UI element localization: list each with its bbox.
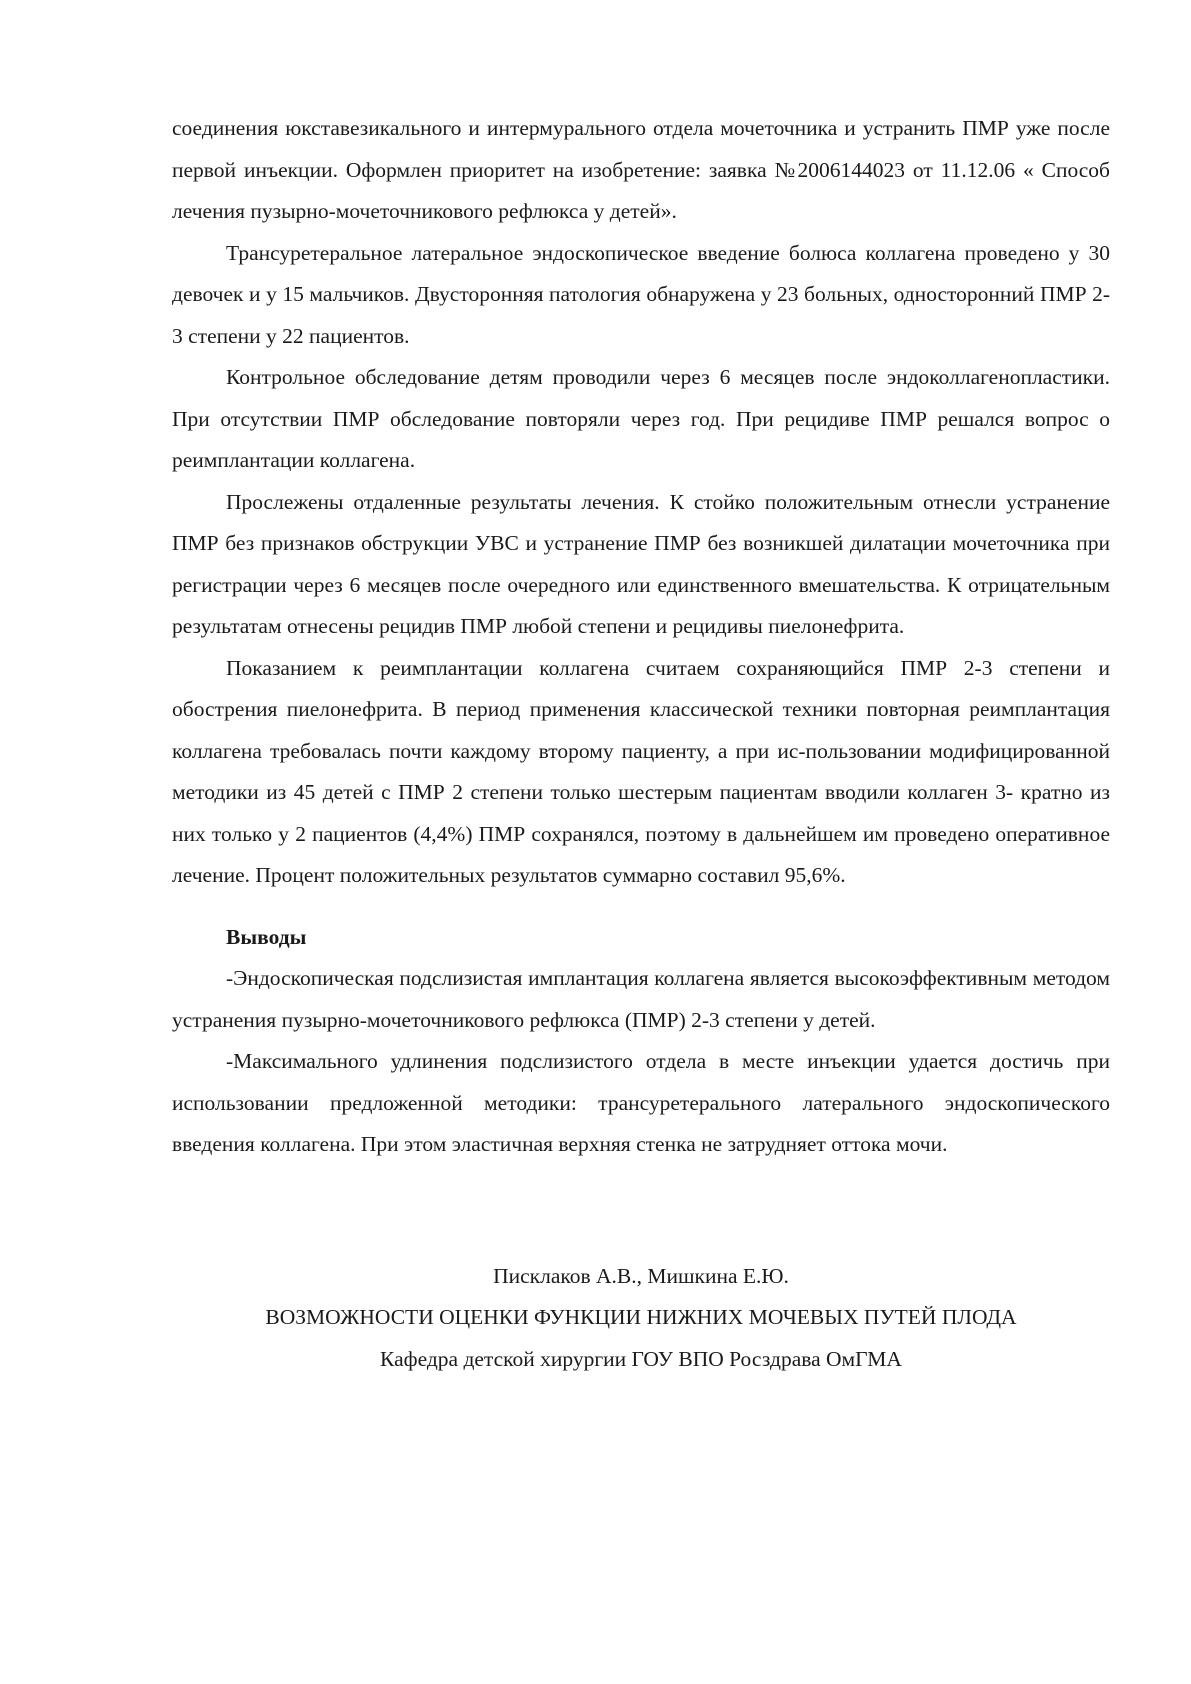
next-article-title: ВОЗМОЖНОСТИ ОЦЕНКИ ФУНКЦИИ НИЖНИХ МОЧЕВЫХ ПУТЕЙ ПЛОДА <box>265 1305 1017 1329</box>
conclusions-heading: Выводы <box>226 924 307 949</box>
body-paragraph-2: Трансуретеральное латеральное эндоскопическое введение болюса коллагена проведено у 30 девочек и у 15 мальчиков. Двусторонняя патология обнаружена у 23 больных, односторонний ПМР 2-3 степени у 22 пациентов. <box>172 240 1110 348</box>
conclusion-item-1: -Эндоскопическая подслизистая имплантация коллагена является высокоэффективным методом устранения пузырно-мочеточникового рефлюкса (ПМР) 2-3 степени у детей. <box>172 966 1110 1032</box>
body-paragraph-3: Контрольное обследование детям проводили через 6 месяцев после эндоколлагенопластики. При отсутствии ПМР обследование повторяли через год. При рецидиве ПМР решался вопрос о реимплантации коллагена. <box>172 365 1110 472</box>
next-article-affiliation: Кафедра детской хирургии ГОУ ВПО Росздрава ОмГМА <box>380 1346 902 1371</box>
document-page <box>172 108 1110 1380</box>
body-paragraph-4: Прослежены отдаленные результаты лечения. К стойко положительным отнесли устранение ПМР без признаков обструкции УВС и устранение ПМР без возникшей дилатации мочеточника при регистрации через 6 месяцев после очередного или единственного вмешательства. К отрицательным результатам отнесены рецидив ПМР любой степени и рецидивы пиелонефрита. <box>172 489 1110 638</box>
body-paragraph-1: соединения юкставезикального и интермурального отдела мочеточника и устранить ПМР уже после первой инъекции. Оформлен приоритет на изобретение: заявка №2006144023 от 11.12.06 « Способ лечения пузырно-мочеточникового рефлюкса у детей». <box>172 116 1110 223</box>
body-paragraph-5: Показанием к реимплантации коллагена считаем сохраняющийся ПМР 2-3 степени и обострения пиелонефрита. В период применения классической техники повторная реимплантация коллагена требовалась почти каждому второму пациенту, а при ис-пользовании модифицированной методики из 45 детей с ПМР 2 степени только шестерым пациентам вводили коллаген 3- кратно из них только у 2 пациентов (4,4%) ПМР сохранялся, поэтому в дальнейшем им проведено оперативное лечение. Процент положительных результатов суммарно составил 95,6%. <box>172 655 1110 887</box>
next-article-authors: Писклаков А.В., Мишкина Е.Ю. <box>493 1263 789 1288</box>
conclusion-item-2: -Максимального удлинения подслизистого отдела в месте инъекции удается достичь при использовании предложенной методики: трансуретерального латерального эндоскопического введения коллагена. При этом эластичная верхняя стенка не затрудняет оттока мочи. <box>172 1049 1110 1156</box>
section-spacer <box>172 1166 1110 1256</box>
